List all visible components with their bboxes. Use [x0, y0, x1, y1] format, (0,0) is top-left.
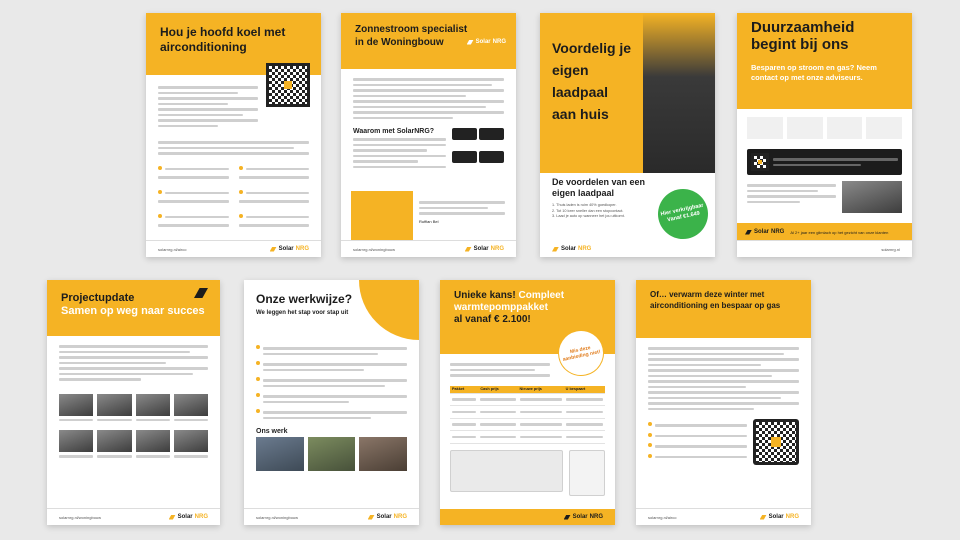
price-badge: Hier verkrijgbaar Vanaf €1.649: [653, 184, 712, 243]
flyer-title: Projectupdate: [61, 292, 135, 304]
flyer-footer: [244, 508, 419, 525]
section-subtitle: Ons werk: [256, 428, 288, 435]
boiler-image: [569, 450, 605, 496]
flyer-title: Onze werkwijze?: [256, 292, 353, 306]
footer-url: solarnrg.nl/woningbouw: [59, 514, 102, 520]
qr-code-icon: [753, 419, 799, 465]
flyer-footer: [146, 240, 321, 257]
section-subtitle: Waarom met SolarNRG?: [353, 128, 435, 135]
heat-pump-image: [450, 450, 563, 492]
contact-name: Ruffian Bel: [419, 218, 439, 224]
flyer-header: [636, 280, 811, 338]
flyer-footer: [341, 240, 516, 257]
footer-url: solarnrg.nl/airco: [158, 246, 187, 252]
brand-logo: Solar NRG: [760, 514, 799, 520]
price-table: Pakket Cash prijs Nieuwe prijs U bespaart: [450, 386, 605, 444]
flyer-footer: [636, 508, 811, 525]
flyer-title: Voordelig je eigen laadpaal aan huis: [552, 40, 632, 122]
flyer-projectupdate[interactable]: [47, 280, 220, 525]
flyer-header: [341, 13, 516, 69]
flyer-header: [47, 280, 220, 336]
flyer-header: [737, 13, 912, 109]
flyer-airco-cool[interactable]: [146, 13, 321, 257]
offer-badge: Mis deze aanbieding niet!: [554, 326, 609, 381]
flyer-duurzaamheid[interactable]: [737, 13, 912, 257]
flyer-laadpaal[interactable]: [540, 13, 715, 257]
flyer-footer: [47, 508, 220, 525]
flyer-title: Unieke kans!: [454, 290, 516, 301]
section-subtitle: De voordelen van een eigen laadpaal: [552, 177, 646, 198]
brand-logo: Solar NRG: [564, 514, 603, 520]
flyer-title-2: Compleet warmtepomppakket: [454, 290, 565, 313]
flyer-woningbouw[interactable]: [341, 13, 516, 257]
qr-code-icon: [751, 153, 769, 171]
point-2: 2. Tot 10 keer sneller dan een stopcontact.: [552, 208, 624, 213]
flyer-hero: [540, 13, 715, 173]
footer-url: solarnrg.nl/airco: [648, 514, 677, 520]
team-photo: [351, 191, 413, 241]
flyer-subtitle: Samen op weg naar succes: [61, 305, 205, 317]
flyer-title: Zonnestroom specialist in de Woningbouw: [355, 24, 468, 48]
qr-code-icon: [266, 63, 310, 107]
flyer-footer: [737, 240, 912, 257]
brand-logo: Solar NRG: [465, 246, 504, 252]
team-photo: [842, 181, 902, 213]
flyer-title-3: al vanaf € 2.100!: [454, 314, 531, 325]
flyer-footer: [440, 509, 615, 525]
brand-logo: Solar NRG: [169, 514, 208, 520]
flyer-header: [244, 280, 419, 342]
flyer-footer: [540, 241, 715, 257]
footer-url: solarnrg.nl/woningbouw: [353, 246, 396, 252]
flyer-title: Hou je hoofd koel met airconditioning: [160, 25, 286, 54]
person-photo: [643, 13, 715, 173]
brand-logo: Solar NRG: [745, 229, 784, 235]
flyer-werkwijze[interactable]: [244, 280, 419, 525]
footer-url: solarnrg.nl: [881, 246, 900, 252]
flyer-airco-warm[interactable]: [636, 280, 811, 525]
brand-logo: Solar NRG: [368, 514, 407, 520]
point-3: 3. Laad je auto op wanneer het jou uitkomt.: [552, 214, 625, 218]
flyer-warmtepomp[interactable]: [440, 280, 615, 525]
flyer-subtitle: Besparen op stroom en gas? Neem contact op met onze adviseurs.: [751, 63, 877, 82]
flyer-title: Of… verwarm deze winter met airconditioning en bespaar op gas: [650, 290, 781, 310]
flyer-title: Duurzaamheid begint bij ons: [751, 19, 855, 53]
cta-banner: [737, 223, 912, 241]
team-grid: [47, 390, 220, 465]
footer-url: solarnrg.nl/woningbouw: [256, 514, 299, 520]
flyer-subtitle: We leggen het stap voor stap uit: [256, 310, 349, 316]
point-1: 1. Thuis laden is ruim 40% goedkoper.: [552, 203, 617, 207]
brand-logo: Solar NRG: [552, 246, 591, 252]
brand-logo: Solar NRG: [270, 246, 309, 252]
brand-logo: Solar NRG: [467, 39, 506, 45]
cta-text: Al 2+ jaar een glimlach op het gezicht van onze klanten: [790, 229, 889, 235]
